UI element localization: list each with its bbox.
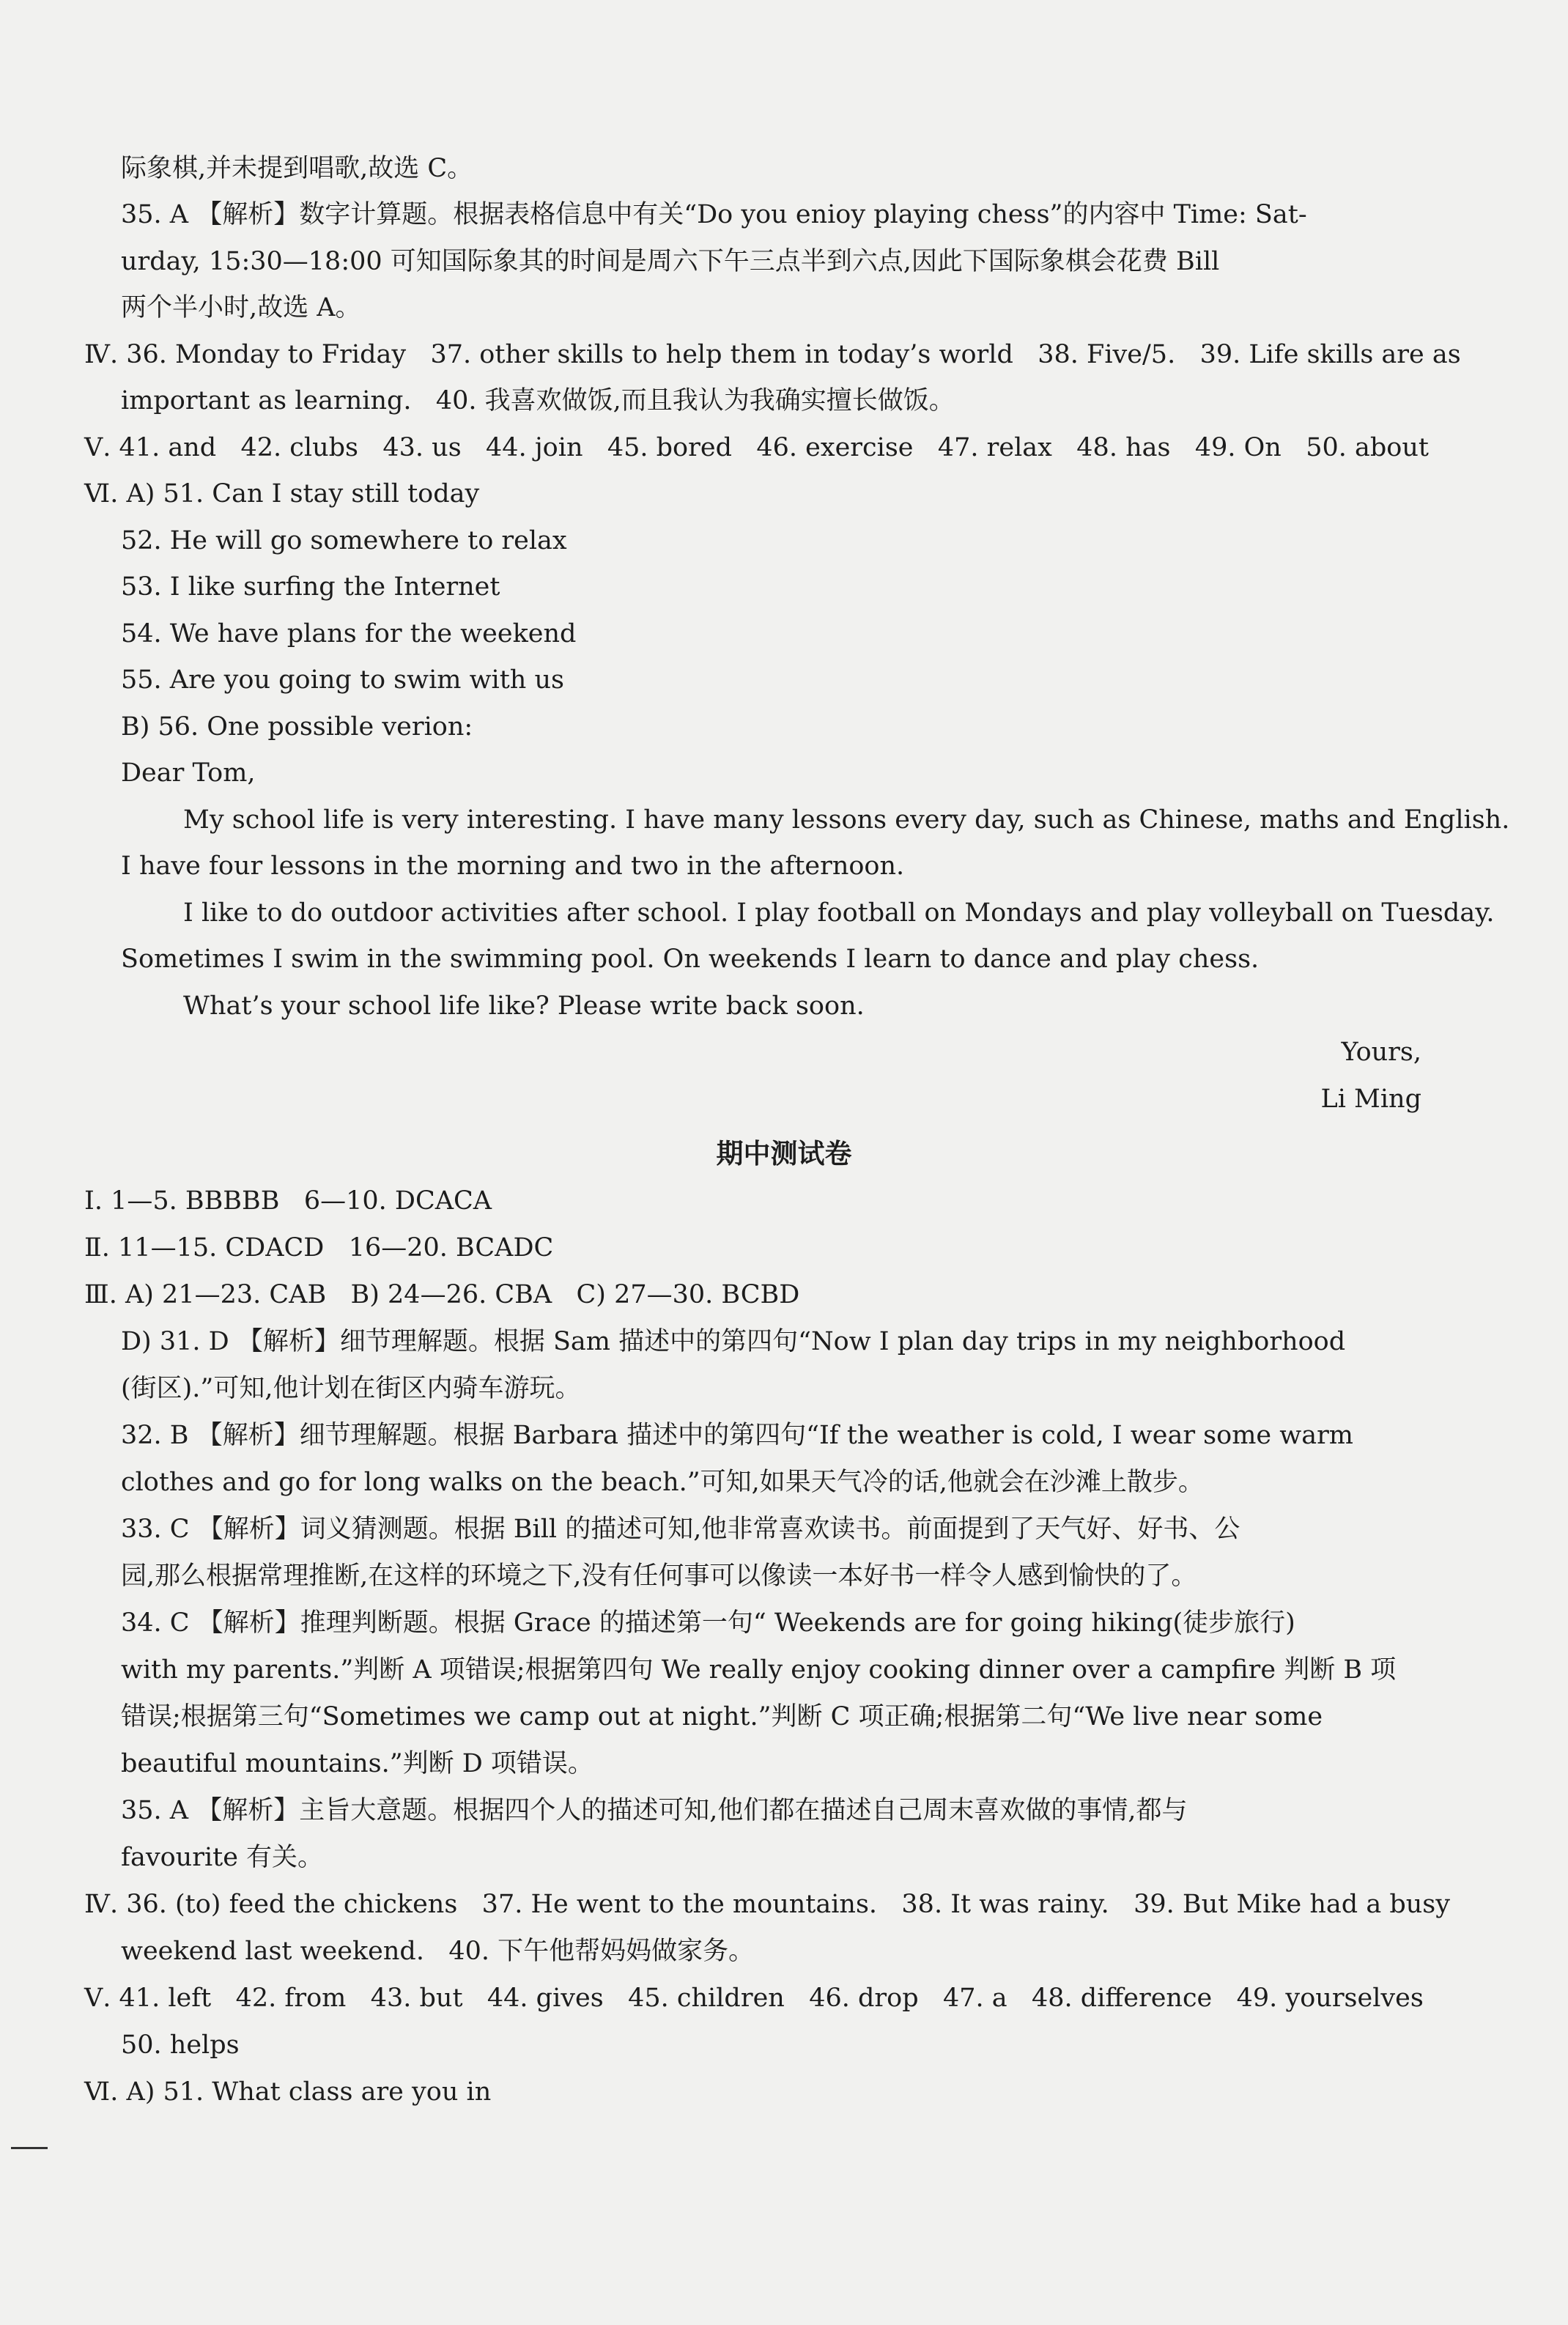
letter-line: Sometimes I swim in the swimming pool. On weekends I learn to dance and play chess. xyxy=(121,945,1260,974)
letter-line: I like to do outdoor activities after school. I play football on Mondays and play volleyball on Tuesday. xyxy=(183,898,1495,928)
letter-greeting: Dear Tom, xyxy=(121,758,256,788)
answer-line: 际象棋,并未提到唱歌,故选 C。 xyxy=(121,154,473,183)
answer-line: Ⅵ. A) 51. Can I stay still today xyxy=(84,479,480,509)
answer-line: 53. I like surfing the Internet xyxy=(121,572,500,602)
section-title: 期中测试卷 xyxy=(716,1138,852,1169)
answer-line: Ⅳ. 36. (to) feed the chickens 37. He went to the mountains. 38. It was rainy. 39. But Mike had a busy xyxy=(84,1890,1451,1919)
answer-line: Ⅰ. 1—5. BBBBB 6—10. DCACA xyxy=(84,1186,492,1216)
answer-line: 园,那么根据常理推断,在这样的环境之下,没有任何事可以像读一本好书一样令人感到愉快的了。 xyxy=(121,1561,1197,1591)
answer-line: 两个半小时,故选 A。 xyxy=(121,293,361,322)
answer-line: 55. Are you going to swim with us xyxy=(121,665,564,695)
answer-line: 33. C 【解析】词义猜测题。根据 Bill 的描述可知,他非常喜欢读书。前面提到了天气好、好书、公 xyxy=(121,1515,1240,1544)
answer-line: 35. A 【解析】数字计算题。根据表格信息中有关“Do you enioy playing chess”的内容中 Time: Sat- xyxy=(121,200,1307,229)
answer-line: Ⅲ. A) 21—23. CAB B) 24—26. CBA C) 27—30. BCBD xyxy=(84,1280,800,1309)
letter-line: I have four lessons in the morning and two in the afternoon. xyxy=(121,851,905,881)
letter-line: What’s your school life like? Please write back soon. xyxy=(183,991,865,1021)
answer-line: 54. We have plans for the weekend xyxy=(121,619,577,648)
answer-line: beautiful mountains.”判断 D 项错误。 xyxy=(121,1749,593,1778)
answer-line: B) 56. One possible verion: xyxy=(121,712,473,742)
letter-signature: Li Ming xyxy=(1320,1084,1421,1114)
answer-line: Ⅳ. 36. Monday to Friday 37. other skills to help them in today’s world 38. Five/5. 39. Life skills are as xyxy=(84,340,1461,369)
answer-line: weekend last weekend. 40. 下午他帮妈妈做家务。 xyxy=(121,1937,755,1966)
letter-line: My school life is very interesting. I have many lessons every day, such as Chinese, maths and English. xyxy=(183,805,1510,835)
answer-line: with my parents.”判断 A 项错误;根据第四句 We really enjoy cooking dinner over a campfire 判断 B 项 xyxy=(121,1655,1397,1685)
answer-line: Ⅴ. 41. and 42. clubs 43. us 44. join 45. bored 46. exercise 47. relax 48. has 49. On 50. about xyxy=(84,433,1429,462)
answer-line: urday, 15:30—18:00 可知国际象其的时间是周六下午三点半到六点,因此下国际象棋会花费 Bill xyxy=(121,247,1220,276)
answer-line: important as learning. 40. 我喜欢做饭,而且我认为我确实擅长做饭。 xyxy=(121,386,955,415)
answer-line: Ⅱ. 11—15. CDACD 16—20. BCADC xyxy=(84,1233,554,1263)
answer-line: D) 31. D 【解析】细节理解题。根据 Sam 描述中的第四句“Now I plan day trips in my neighborhood xyxy=(121,1327,1346,1356)
answer-line: Ⅴ. 41. left 42. from 43. but 44. gives 45. children 46. drop 47. a 48. difference 49. yourselves xyxy=(84,1984,1424,2013)
answer-line: (街区).”可知,他计划在街区内骑车游玩。 xyxy=(121,1374,581,1403)
answer-line: 错误;根据第三句“Sometimes we camp out at night.”判断 C 项正确;根据第二句“We live near some xyxy=(121,1702,1323,1731)
answer-line: 50. helps xyxy=(121,2030,240,2060)
letter-closing: Yours, xyxy=(1341,1038,1421,1067)
answer-line: 52. He will go somewhere to relax xyxy=(121,526,567,555)
answer-line: Ⅵ. A) 51. What class are you in xyxy=(84,2077,492,2107)
answer-line: clothes and go for long walks on the beach.”可知,如果天气冷的话,他就会在沙滩上散步。 xyxy=(121,1468,1204,1497)
answer-line: 32. B 【解析】细节理解题。根据 Barbara 描述中的第四句“If the weather is cold, I wear some warm xyxy=(121,1421,1353,1450)
divider xyxy=(11,2147,48,2149)
answer-line: 35. A 【解析】主旨大意题。根据四个人的描述可知,他们都在描述自己周末喜欢做的事情,都与 xyxy=(121,1796,1188,1825)
answer-line: favourite 有关。 xyxy=(121,1843,324,1872)
answer-line: 34. C 【解析】推理判断题。根据 Grace 的描述第一句“ Weekends are for going hiking(徒步旅行) xyxy=(121,1608,1295,1638)
